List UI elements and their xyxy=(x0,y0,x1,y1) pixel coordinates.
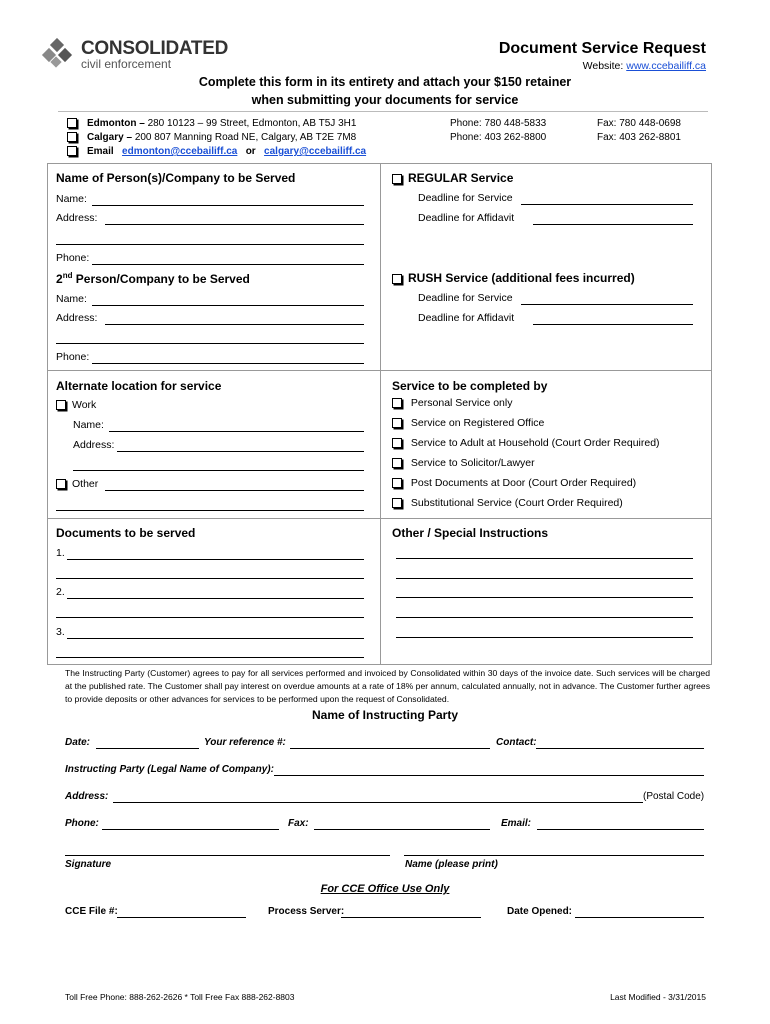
regular-deadline-affidavit-label: Deadline for Affidavit xyxy=(418,212,515,224)
phone2-label: Phone: xyxy=(56,351,90,363)
checkbox-icon[interactable] xyxy=(392,478,402,488)
calgary-address: Calgary – 200 807 Manning Road NE, Calgary, AB T2E 7M8 xyxy=(87,132,357,143)
alt-name-field[interactable] xyxy=(109,431,364,432)
website-link[interactable]: www.ccebailiff.ca xyxy=(626,60,706,72)
checkbox-icon[interactable] xyxy=(392,398,402,408)
rush-deadline-affidavit-label: Deadline for Affidavit xyxy=(418,312,515,324)
footer-last-modified: Last Modified - 3/31/2015 xyxy=(610,992,706,1002)
reference-field[interactable] xyxy=(290,748,490,749)
served-party-title: Name of Person(s)/Company to be Served xyxy=(56,171,296,185)
name-print-label: Name (please print) xyxy=(405,859,498,870)
instructing-address-field[interactable] xyxy=(113,802,643,803)
date-opened-label: Date Opened: xyxy=(507,906,573,917)
checkbox-icon[interactable] xyxy=(392,274,402,284)
alt-address-label: Address: xyxy=(73,439,115,451)
rush-deadline-service-label: Deadline for Service xyxy=(418,292,513,304)
phone2-field[interactable] xyxy=(92,363,364,364)
legal-name-field[interactable] xyxy=(274,775,704,776)
instructions-line-3-field[interactable] xyxy=(396,597,693,598)
calgary-phone: Phone: 403 262-8800 xyxy=(450,132,547,143)
alt-address-field-2[interactable] xyxy=(73,470,364,471)
contact-label: Contact: xyxy=(496,737,537,748)
alt-name-label: Name: xyxy=(73,419,104,431)
terms-paragraph: The Instructing Party (Customer) agrees to pay for all services performed and invoiced by Consolidated within 30 days of the invoice date. Such services will be charged at the published rate. The Customer shall pay interest on overdue amounts at a rate of 18% per annum, calculated annually, not in advance. The Customer further agrees to provide deposits or other advances for services to be performed upon the request of Consolidated. xyxy=(65,668,710,704)
other-instructions-title: Other / Special Instructions xyxy=(392,526,549,540)
edmonton-address: Edmonton – 280 10123 – 99 Street, Edmonton, AB T5J 3H1 xyxy=(87,118,357,129)
document-1-field[interactable] xyxy=(67,559,364,560)
document-1-field-2[interactable] xyxy=(56,578,364,579)
process-server-label: Process Server: xyxy=(268,906,345,917)
other-field-2[interactable] xyxy=(56,510,364,511)
cce-file-field[interactable] xyxy=(117,917,246,918)
address2-field-2[interactable] xyxy=(56,343,364,344)
other-option[interactable]: Other xyxy=(56,478,98,490)
checkbox-icon[interactable] xyxy=(67,118,77,128)
service-option-adult-household[interactable]: Service to Adult at Household (Court Order Required) xyxy=(392,437,660,449)
document-3-field-2[interactable] xyxy=(56,657,364,658)
instructing-email-field[interactable] xyxy=(537,829,704,830)
office-use-title: For CCE Office Use Only xyxy=(320,883,450,895)
regular-service-option[interactable]: REGULAR Service xyxy=(392,171,513,185)
document-2-label: 2. xyxy=(56,586,65,598)
header-divider xyxy=(58,111,708,112)
service-option-solicitor[interactable]: Service to Solicitor/Lawyer xyxy=(392,457,535,469)
regular-deadline-service-label: Deadline for Service xyxy=(418,192,513,204)
name-field[interactable] xyxy=(92,205,364,206)
checkbox-icon[interactable] xyxy=(56,479,66,489)
calgary-fax: Fax: 403 262-8801 xyxy=(597,132,681,143)
checkbox-icon[interactable] xyxy=(67,132,77,142)
checkbox-icon[interactable] xyxy=(392,498,402,508)
instructing-address-label: Address: xyxy=(65,791,109,802)
logo-mark-icon xyxy=(40,38,76,70)
checkbox-icon[interactable] xyxy=(56,400,66,410)
name-label: Name: xyxy=(56,193,87,205)
alternate-location-title: Alternate location for service xyxy=(56,379,222,393)
service-option-registered-office[interactable]: Service on Registered Office xyxy=(392,417,544,429)
legal-name-label: Instructing Party (Legal Name of Company): xyxy=(65,764,274,775)
website-line: Website: www.ccebailiff.ca xyxy=(582,60,706,72)
office-email[interactable] xyxy=(67,145,83,157)
instructions-line-2-field[interactable] xyxy=(396,578,693,579)
company-name: CONSOLIDATED xyxy=(81,38,228,59)
service-option-personal[interactable]: Personal Service only xyxy=(392,397,512,409)
reference-label: Your reference #: xyxy=(204,737,286,748)
document-2-field[interactable] xyxy=(67,598,364,599)
document-title: Document Service Request xyxy=(498,40,706,57)
instructing-email-label: Email: xyxy=(501,818,532,829)
signature-field[interactable] xyxy=(65,855,390,856)
company-subtitle: civil enforcement xyxy=(81,57,172,71)
name2-field[interactable] xyxy=(92,305,364,306)
instructing-phone-field[interactable] xyxy=(102,829,279,830)
alt-address-field[interactable] xyxy=(117,451,364,452)
document-2-field-2[interactable] xyxy=(56,617,364,618)
checkbox-icon[interactable] xyxy=(392,174,402,184)
email-line: Email edmonton@ccebailiff.ca or calgary@ccebailiff.ca xyxy=(87,146,367,157)
date-opened-field[interactable] xyxy=(575,917,704,918)
service-completed-title: Service to be completed by xyxy=(392,379,548,393)
cce-file-label: CCE File #: xyxy=(65,906,118,917)
signature-label: Signature xyxy=(65,859,112,870)
documents-title: Documents to be served xyxy=(56,526,196,540)
service-option-substitutional[interactable]: Substitutional Service (Court Order Required) xyxy=(392,497,623,509)
address2-label: Address: xyxy=(56,312,98,324)
checkbox-icon[interactable] xyxy=(67,146,77,156)
service-option-post-door[interactable]: Post Documents at Door (Court Order Required) xyxy=(392,477,636,489)
document-1-label: 1. xyxy=(56,547,65,559)
email-edmonton-link[interactable]: edmonton@ccebailiff.ca xyxy=(122,146,238,157)
footer-tollfree: Toll Free Phone: 888-262-2626 * Toll Free Fax 888-262-8803 xyxy=(65,992,295,1002)
postal-code-label: (Postal Code) xyxy=(643,791,705,802)
grid-divider-1 xyxy=(47,370,711,371)
address-field-2[interactable] xyxy=(56,244,364,245)
rush-deadline-affidavit-field[interactable] xyxy=(533,324,693,325)
edmonton-fax: Fax: 780 448-0698 xyxy=(597,118,681,129)
date-label: Date: xyxy=(65,737,91,748)
instructions-line-1: Complete this form in its entirety and attach your $150 retainer xyxy=(198,75,572,89)
checkbox-icon[interactable] xyxy=(392,438,402,448)
phone-label: Phone: xyxy=(56,252,90,264)
instructions-line-2: when submitting your documents for service xyxy=(251,93,519,107)
instructions-line-4-field[interactable] xyxy=(396,617,693,618)
other-field[interactable] xyxy=(105,490,364,491)
name-print-field[interactable] xyxy=(404,855,704,856)
date-field[interactable] xyxy=(96,748,199,749)
checkbox-icon[interactable] xyxy=(392,418,402,428)
rush-service-option[interactable]: RUSH Service (additional fees incurred) xyxy=(392,271,635,285)
phone-field[interactable] xyxy=(92,264,364,265)
document-3-label: 3. xyxy=(56,626,65,638)
address-label: Address: xyxy=(56,212,98,224)
process-server-field[interactable] xyxy=(341,917,481,918)
rush-deadline-service-field[interactable] xyxy=(521,304,693,305)
name2-label: Name: xyxy=(56,293,87,305)
address-field[interactable] xyxy=(105,224,364,225)
regular-deadline-service-field[interactable] xyxy=(521,204,693,205)
instructing-fax-label: Fax: xyxy=(288,818,309,829)
contact-field[interactable] xyxy=(536,748,704,749)
edmonton-phone: Phone: 780 448-5833 xyxy=(450,118,547,129)
second-party-title: 2nd Person/Company to be Served xyxy=(56,271,250,286)
office-calgary[interactable] xyxy=(67,131,83,143)
work-option[interactable]: Work xyxy=(56,399,96,411)
instructions-line-1-field[interactable] xyxy=(396,558,693,559)
address2-field[interactable] xyxy=(105,324,364,325)
document-3-field[interactable] xyxy=(67,638,364,639)
grid-vertical-divider xyxy=(380,163,381,664)
instructing-fax-field[interactable] xyxy=(314,829,490,830)
grid-divider-2 xyxy=(47,518,711,519)
regular-deadline-affidavit-field[interactable] xyxy=(533,224,693,225)
instructions-line-5-field[interactable] xyxy=(396,637,693,638)
office-edmonton[interactable] xyxy=(67,117,83,129)
email-calgary-link[interactable]: calgary@ccebailiff.ca xyxy=(264,146,367,157)
checkbox-icon[interactable] xyxy=(392,458,402,468)
instructing-party-title: Name of Instructing Party xyxy=(311,708,459,722)
instructing-phone-label: Phone: xyxy=(65,818,99,829)
